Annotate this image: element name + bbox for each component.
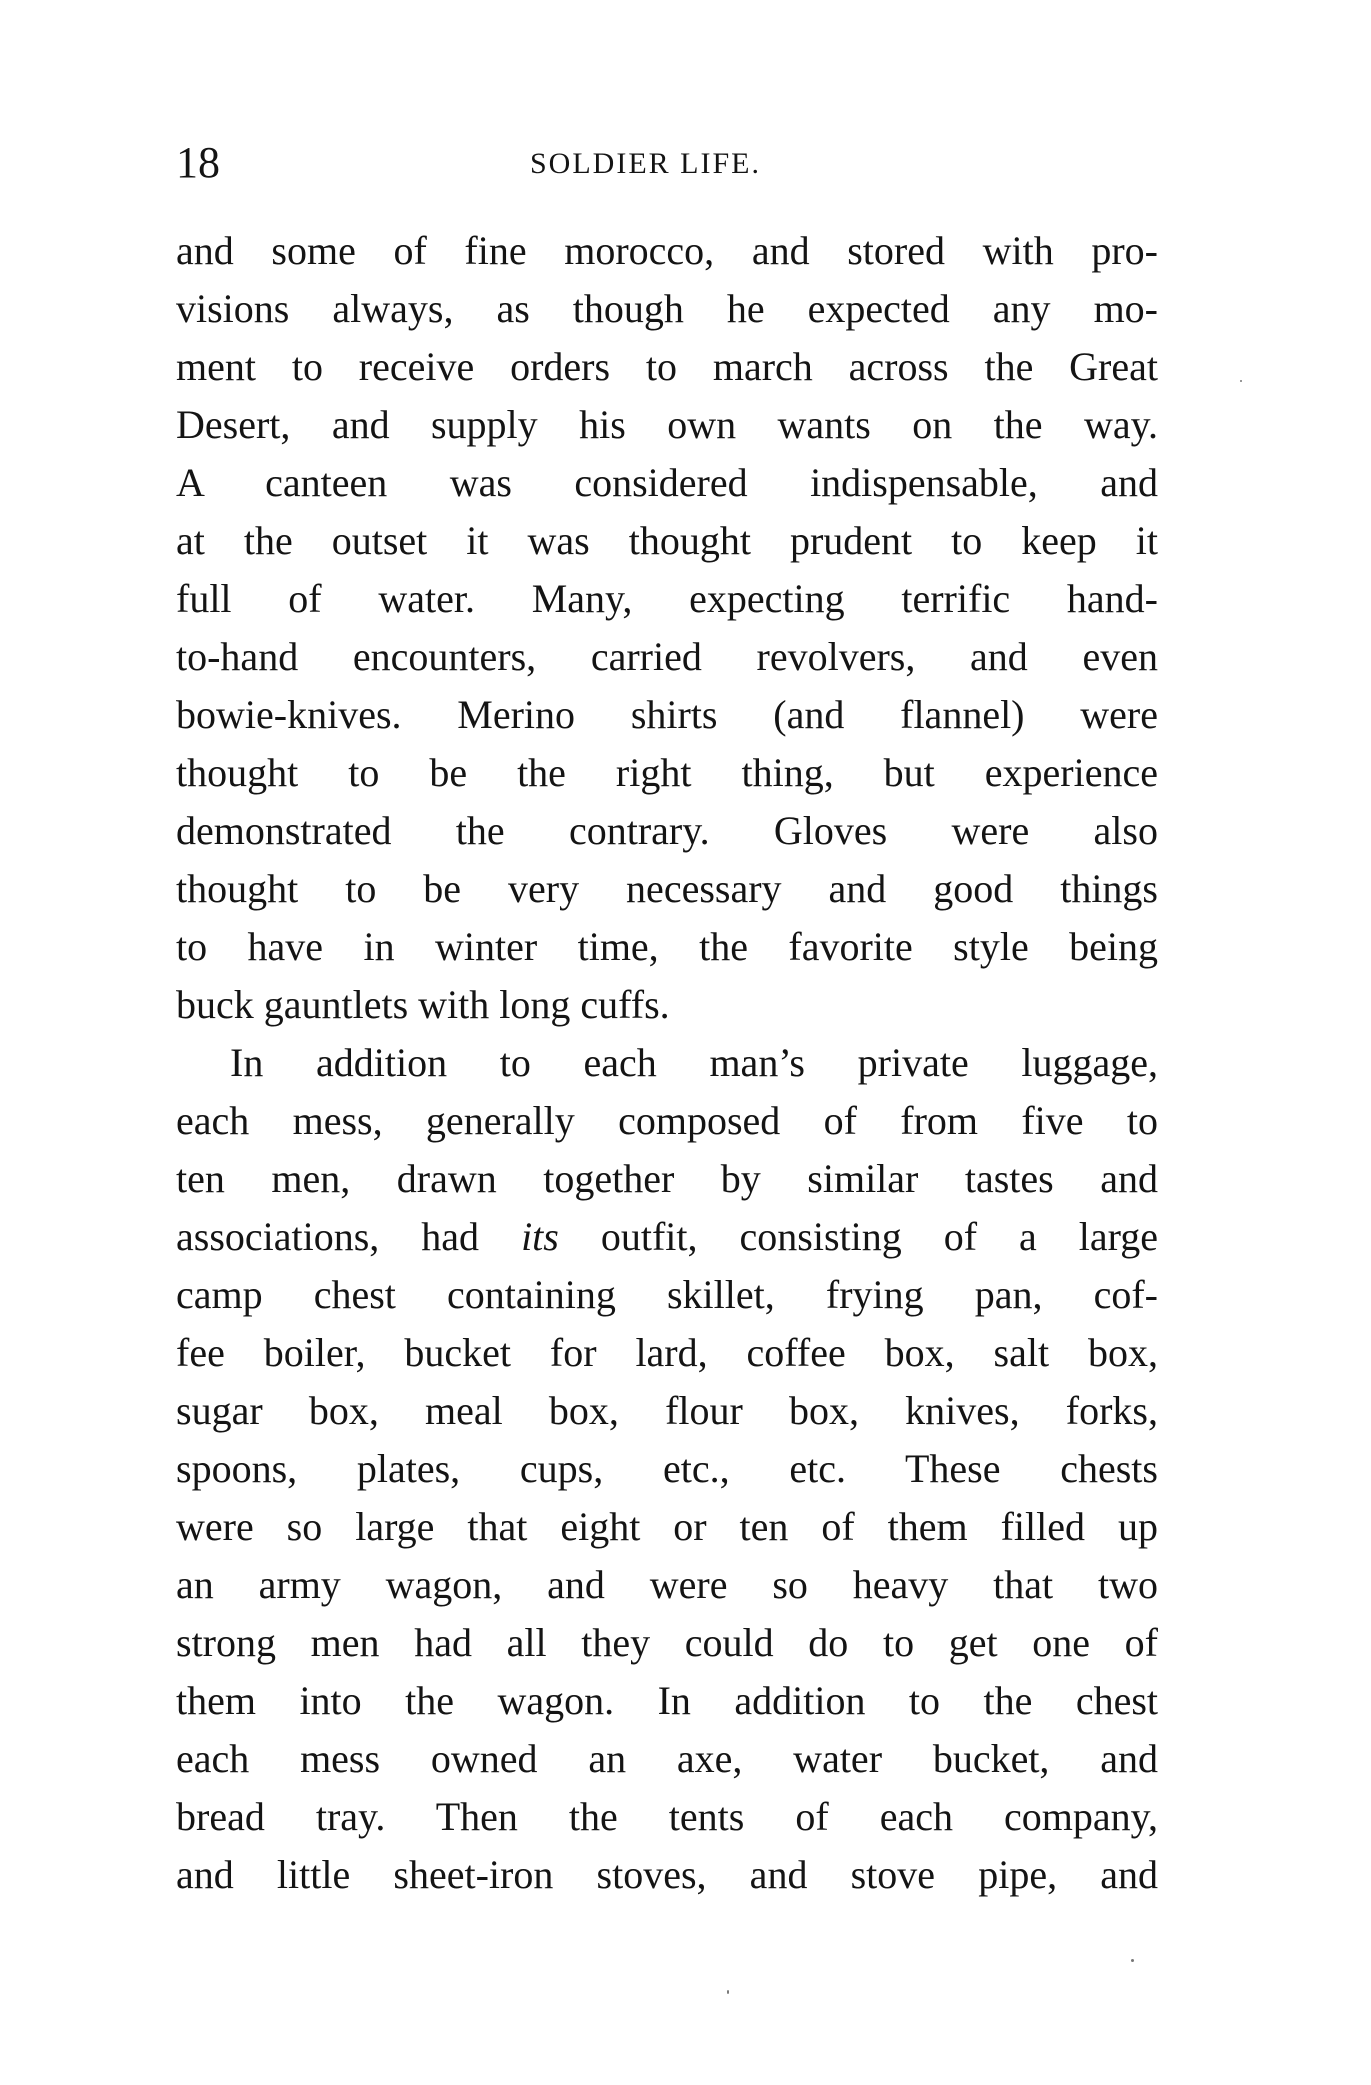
running-head: SOLDIER LIFE. xyxy=(530,147,761,180)
text-line: fee boiler, bucket for lard, coffee box, salt box, xyxy=(176,1330,1158,1375)
text-segment: outfit, consisting of a large xyxy=(600,1214,1159,1259)
text-line: them into the wagon. In addition to the chest xyxy=(176,1678,1158,1723)
text-line: A canteen was considered indispensable, and xyxy=(176,460,1158,505)
text-line: ten men, drawn together by similar tastes and xyxy=(176,1156,1158,1201)
text-line: sugar box, meal box, flour box, knives, forks, xyxy=(176,1388,1158,1433)
text-line: visions always, as though he expected any mo- xyxy=(176,286,1158,331)
text-line: spoons, plates, cups, etc., etc. These chests xyxy=(176,1446,1158,1491)
page-number: 18 xyxy=(176,138,220,187)
text-segment: associations, had xyxy=(176,1214,480,1259)
text-line: thought to be the right thing, but experience xyxy=(176,750,1158,795)
body-text xyxy=(176,222,1158,1904)
scan-speck xyxy=(1131,1959,1134,1962)
page-header xyxy=(176,138,1166,188)
emphasis-its: its xyxy=(521,1214,559,1259)
text-line: were so large that eight or ten of them filled up xyxy=(176,1504,1158,1549)
text-line: bowie-knives. Merino shirts (and flannel) were xyxy=(176,692,1158,737)
text-line: an army wagon, and were so heavy that two xyxy=(176,1562,1158,1607)
text-line: and some of fine morocco, and stored with pro- xyxy=(176,228,1158,273)
scan-speck xyxy=(727,1990,729,1994)
text-line: at the outset it was thought prudent to keep it xyxy=(176,518,1158,563)
text-line: strong men had all they could do to get one of xyxy=(176,1620,1158,1665)
text-line: and little sheet-iron stoves, and stove pipe, and xyxy=(176,1852,1158,1897)
text-line: buck gauntlets with long cuffs. xyxy=(176,982,670,1027)
text-line: bread tray. Then the tents of each company, xyxy=(176,1794,1158,1839)
text-line: ment to receive orders to march across the Great xyxy=(176,344,1158,389)
text-line: demonstrated the contrary. Gloves were also xyxy=(176,808,1158,853)
paragraph-2 xyxy=(176,1034,1158,1904)
text-line: full of water. Many, expecting terrific hand- xyxy=(176,576,1158,621)
text-line: each mess owned an axe, water bucket, and xyxy=(176,1736,1158,1781)
paragraph-1 xyxy=(176,222,1158,1034)
text-line: Desert, and supply his own wants on the way. xyxy=(176,402,1158,447)
scan-speck xyxy=(1240,380,1242,382)
text-line: In addition to each man’s private luggage, xyxy=(230,1040,1158,1085)
text-line-with-emphasis xyxy=(176,1208,1158,1266)
text-line: thought to be very necessary and good things xyxy=(176,866,1158,911)
text-line: to-hand encounters, carried revolvers, and even xyxy=(176,634,1158,679)
text-line: camp chest containing skillet, frying pan, cof- xyxy=(176,1272,1158,1317)
text-line: each mess, generally composed of from five to xyxy=(176,1098,1158,1143)
text-line: to have in winter time, the favorite style being xyxy=(176,924,1158,969)
